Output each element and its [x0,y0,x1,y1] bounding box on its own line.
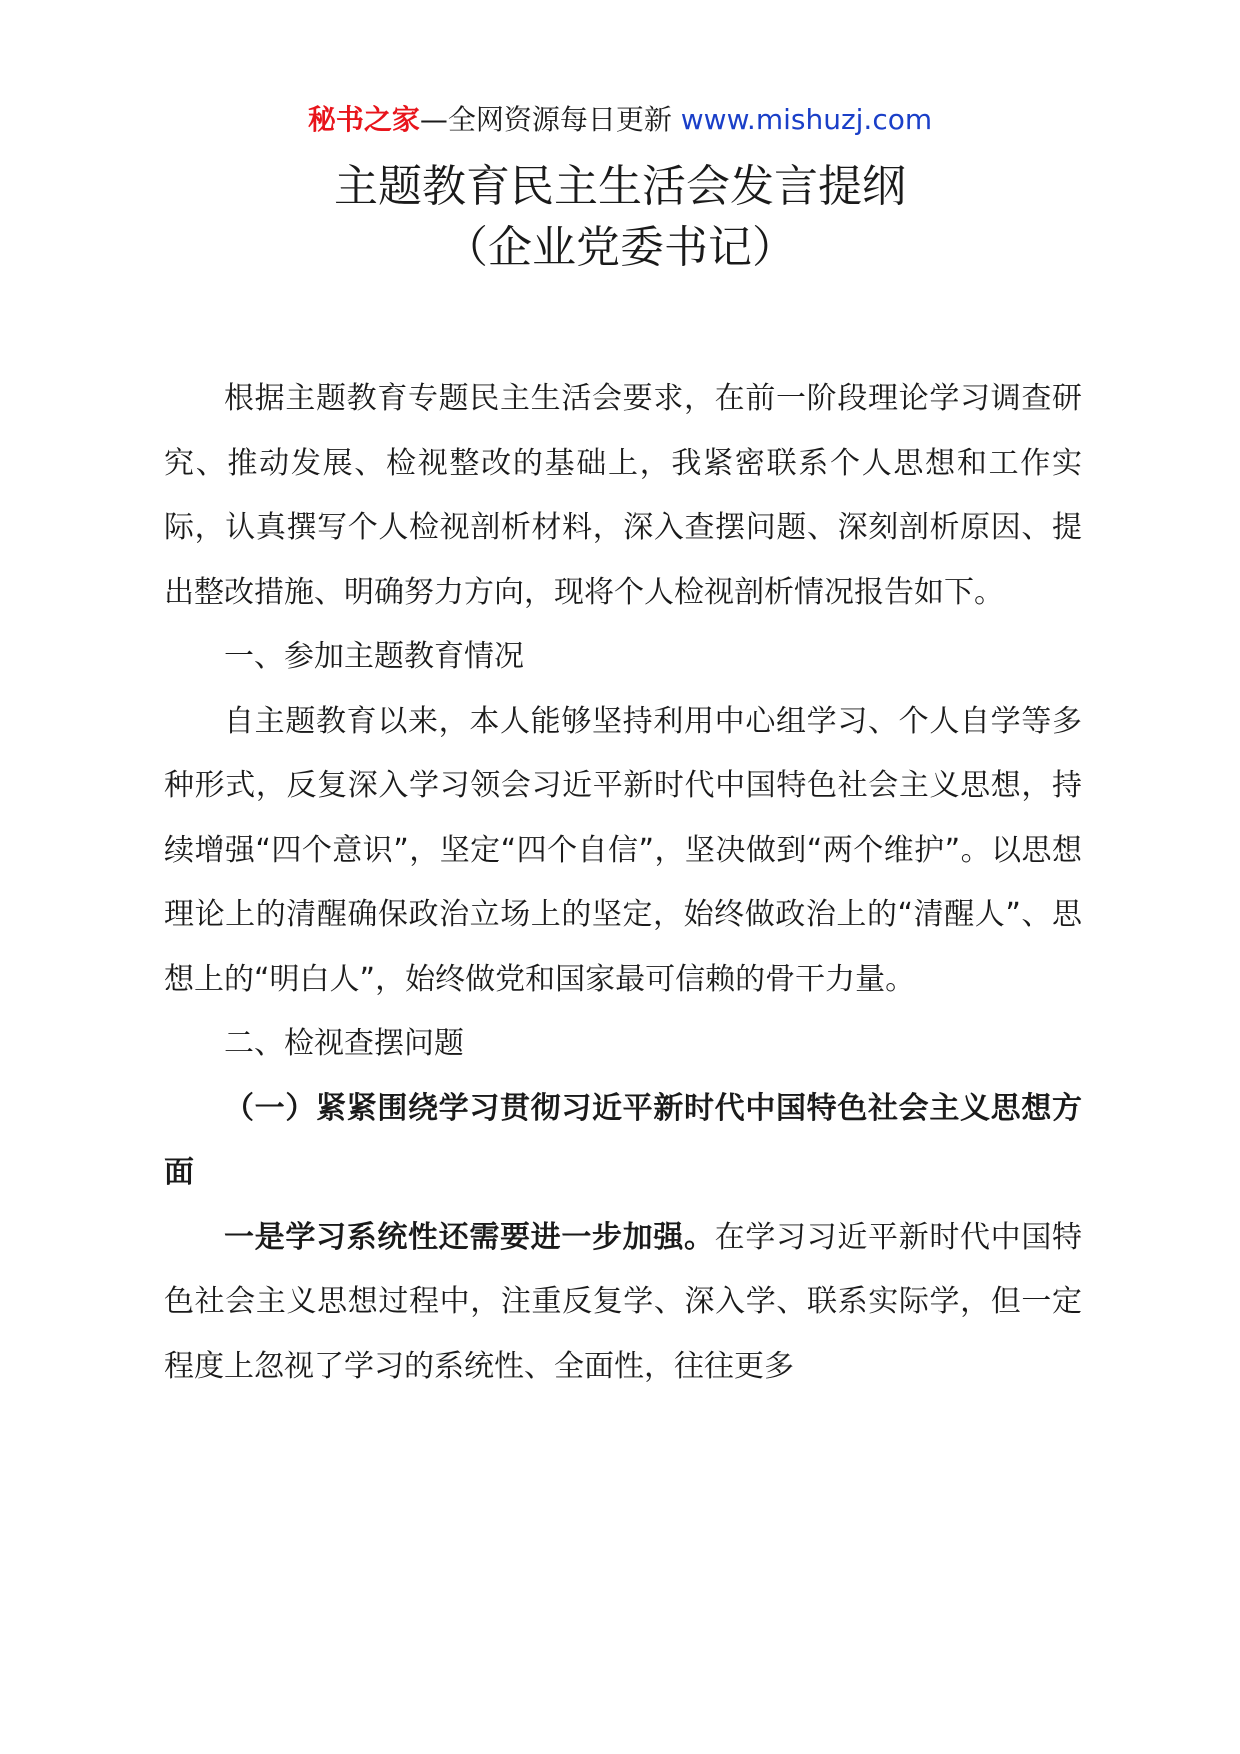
section-1-paragraph: 自主题教育以来，本人能够坚持利用中心组学习、个人自学等多种形式，反复深入学习领会习近平新时代中国特色社会主义思想，持续增强“四个意识”，坚定“四个自信”，坚决做到“两个维护”。以思想理论上的清醒确保政治立场上的坚定，始终做政治上的“清醒人”、思想上的“明白人”，始终做党和国家最可信赖的骨干力量。 [164,703,1082,997]
website-link[interactable]: www.mishuzj.com [680,103,933,136]
header-slogan: —全网资源每日更新 [419,103,681,136]
point-1-lead: 一是学习系统性还需要进一步加强。 [224,1219,715,1255]
section-heading-1: 一、参加主题教育情况 [224,639,524,674]
brand-name: 秘书之家 [307,103,420,136]
point-1-paragraph [164,1206,1082,1400]
document-title: 主题教育民主生活会发言提纲 [334,161,906,212]
document-body [164,367,1082,1399]
watermark-header [0,100,1240,140]
document-subtitle: （企业党委书记） [444,222,796,273]
intro-paragraph: 根据主题教育专题民主生活会要求，在前一阶段理论学习调查研究、推动发展、检视整改的基础上，我紧密联系个人思想和工作实际，认真撰写个人检视剖析材料，深入查摆问题、深刻剖析原因、提出整改措施、明确努力方向，现将个人检视剖析情况报告如下。 [164,381,1082,610]
subsection-heading-1: （一）紧紧围绕学习贯彻习近平新时代中国特色社会主义思想方面 [164,1090,1082,1190]
point-1-text: 在学习习近平新时代中国特色社会主义思想过程中，注重反复学、深入学、联系实际学，但一定程度上忽视了学习的系统性、全面性，往往更多 [164,1219,1083,1384]
section-heading-2: 二、检视查摆问题 [224,1026,464,1061]
